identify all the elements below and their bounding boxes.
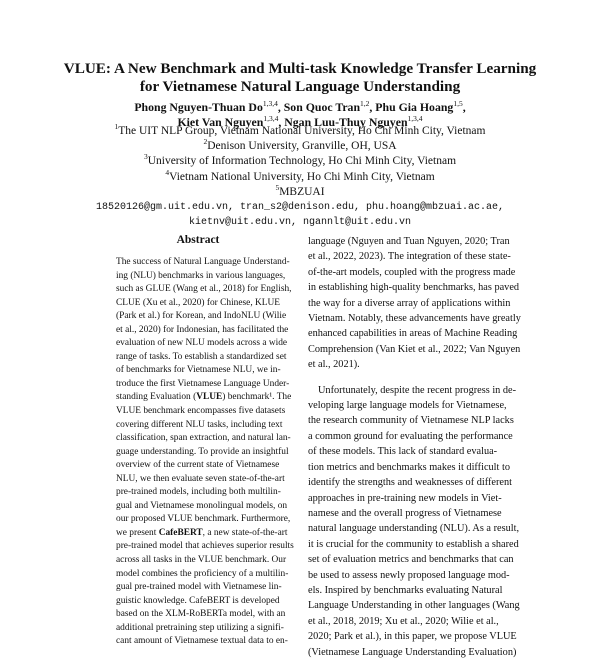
body-line: in establishing high-quality benchmarks, has paved	[308, 282, 520, 294]
body-line: of-the-art models, coupled with the progress made	[308, 266, 516, 278]
body-line: 2020; Park et al.), in this paper, we propose VLUE	[308, 631, 517, 643]
affiliation-marker: 1	[114, 122, 119, 132]
title-line: for Vietnamese Natural Language Understanding	[139, 78, 461, 95]
author-name: Ngan Luu-Thuy Nguyen	[284, 115, 408, 129]
body-line: Vietnam. Notably, these advancements have greatly	[308, 313, 521, 325]
affiliation-text: University of Information Technology, Ho Chi Minh City, Vietnam	[147, 155, 457, 168]
body-line: identify the strengths and weaknesses of different	[308, 477, 512, 489]
abstract-emphasis: VLUE	[196, 392, 223, 403]
abstract-line: evaluation of new NLU models across a wide	[116, 338, 288, 349]
affiliation-line	[60, 124, 540, 139]
body-line: natural language understanding (NLU). As a result,	[308, 523, 520, 535]
abstract-line: such as GLUE (Wang et al., 2018) for English,	[116, 284, 292, 295]
abstract-line: classification, span extraction, and natural lan-	[116, 433, 291, 444]
abstract-body	[116, 256, 294, 649]
body-line: Language Understanding in other languages (Wang	[308, 600, 520, 612]
affiliation-line	[60, 139, 540, 154]
title-line: VLUE: A New Benchmark and Multi-task Knowledge Transfer Learning	[63, 60, 537, 77]
author-name: Phu Gia Hoang	[375, 100, 454, 114]
abstract-line: model combines the proficiency of a multilin-	[116, 568, 289, 579]
body-line: approaches in pre-training new models in Viet-	[308, 492, 502, 504]
body-line: it is crucial for the community to establish a shared	[308, 538, 519, 550]
body-line: enhanced capabilities in areas of Machine Reading	[308, 328, 518, 340]
abstract-line: pre-trained models, including both multilin-	[116, 487, 281, 498]
author-affil-marker: 1,3,4	[262, 99, 278, 109]
affiliation-line	[60, 167, 540, 185]
abstract-emphasis: CafeBERT	[158, 527, 203, 538]
body-line: tion metrics and benchmarks makes it difficult to	[308, 461, 510, 473]
body-line: els. Inspired by benchmarks evaluating Natural	[308, 584, 503, 596]
author-line: Phong Nguyen-Thuan Do$^{1,3,4}$, Son Quoc Tran$^{1,2}$, Phu Gia Hoang$^{1,5}$,	[134, 99, 466, 114]
body-line: Comprehension (Van Kiet et al., 2022; Van Nguyen	[308, 343, 521, 355]
abstract-line: gual pre-trained model with Vietnamese lin-	[116, 582, 282, 593]
body-line: the way for a diverse array of applications within	[308, 297, 511, 309]
body-line: (Vietnamese Language Understanding Evaluation)	[308, 646, 517, 658]
email-line: kietnv@uit.edu.vn, ngannlt@uit.edu.vn	[188, 217, 412, 229]
abstract-line: of benchmarks for Vietnamese NLU, we in-	[116, 365, 281, 376]
abstract-line: covering different NLU tasks, including text	[116, 419, 283, 430]
body-paragraph	[308, 383, 530, 660]
email-list	[60, 200, 540, 230]
email-line: 18520126@gm.uit.edu.vn, tran_s2@denison.edu, phu.hoang@mbzuai.ac.ae,	[95, 202, 505, 213]
author-name: Son Quoc Tran	[283, 100, 361, 114]
body-line: et al., 2022, 2023). The integration of these state-	[308, 251, 511, 263]
author-affil-marker: 1,2	[360, 99, 370, 109]
abstract-line: VLUE benchmark encompasses five datasets	[116, 406, 286, 417]
abstract-line: additional pretraining step utilizing a signifi-	[116, 622, 284, 633]
body-line: language (Nguyen and Tuan Nguyen, 2020; Tran	[308, 236, 510, 247]
author-name: Kiet Van Nguyen	[177, 115, 264, 129]
abstract-line: CLUE (Xu et al., 2020) for Chinese, KLUE	[116, 297, 281, 308]
right-column	[308, 234, 530, 670]
abstract-line: The success of Natural Language Understand-	[116, 257, 290, 267]
affiliation-marker: 4	[165, 167, 170, 177]
abstract-line: pre-trained model that achieves superior results	[116, 541, 294, 552]
body-line: be used to assess newly proposed language mod-	[308, 569, 510, 581]
abstract-line: based on the XLM-RoBERTa model, with an	[116, 609, 286, 620]
affiliation-line	[60, 154, 540, 169]
paper-title	[40, 60, 560, 96]
abstract-line: troduce the first Vietnamese Language Under-	[116, 378, 290, 389]
affiliation-text: MBZUAI	[279, 185, 325, 198]
body-line: et al., 2018, 2019; Xu et al., 2020; Wilie et al.,	[308, 615, 499, 627]
author-affil-marker: 1,3,4	[263, 114, 279, 124]
abstract-line: gual and Vietnamese monolingual models, on	[116, 500, 288, 511]
abstract-line: ing (NLU) benchmarks in various languages,	[116, 270, 286, 281]
affiliation-text: Vietnam National University, Ho Chi Minh City, Vietnam	[169, 170, 435, 183]
body-paragraph	[308, 234, 530, 373]
abstract-line: guistic knowledge. CafeBERT is developed	[116, 595, 280, 606]
body-line: namese and the overall progress of Vietnamese	[308, 507, 502, 519]
body-line: veloping large language models for Vietnamese,	[308, 400, 507, 412]
author-line: Kiet Van Nguyen$^{1,3,4}$, Ngan Luu-Thuy Nguyen$^{1,3,4}$	[177, 114, 423, 129]
affiliation-text: The UIT NLP Group, Vietnam National University, Ho Chi Minh City, Vietnam	[118, 125, 486, 137]
affiliation-list	[60, 124, 540, 200]
abstract-line: we present CafeBERT, a new state-of-the-art	[116, 527, 288, 538]
body-line: a common ground for evaluating the performance	[308, 430, 513, 442]
body-line: the research community of Vietnamese NLP lacks	[308, 415, 514, 427]
abstract-line: NLU, we then evaluate seven state-of-the-art	[116, 473, 285, 484]
abstract-line: cant amount of Vietnamese textual data to en-	[116, 636, 288, 647]
affiliation-text: Denison University, Granville, OH, USA	[207, 140, 397, 153]
abstract-line: range of tasks. To establish a standardized set	[116, 351, 287, 362]
affiliation-marker: 2	[203, 137, 208, 147]
abstract-line: et al., 2020) for Indonesian, has facilitated the	[116, 324, 289, 335]
abstract-line: our proposed VLUE benchmark. Furthermore,	[116, 514, 291, 525]
body-line: et al., 2021).	[308, 359, 360, 371]
body-line: set of evaluation metrics and benchmarks that can	[308, 554, 514, 566]
body-line: Unfortunately, despite the recent progress in de-	[318, 384, 517, 396]
author-affil-marker: 1,3,4	[407, 114, 423, 124]
abstract-line: (Park et al.) for Korean, and IndoNLU (Wilie	[116, 311, 287, 322]
affiliation-line	[60, 182, 540, 200]
abstract-line: guage understanding. To provide an insightful	[116, 446, 289, 457]
affiliation-marker: 5	[275, 182, 280, 192]
author-affil-marker: 1,5	[453, 99, 463, 109]
author-name: Phong Nguyen-Thuan Do	[134, 100, 263, 114]
body-line: of these models. This lack of standard evalua-	[308, 446, 498, 458]
abstract-heading: Abstract	[176, 234, 220, 246]
abstract-line: overview of the current state of Vietnamese	[116, 460, 280, 471]
abstract-line: across all tasks in the VLUE benchmark. Our	[116, 555, 287, 566]
affiliation-marker: 3	[143, 152, 148, 162]
abstract-line: standing Evaluation (VLUE) benchmark¹. The	[116, 392, 292, 403]
